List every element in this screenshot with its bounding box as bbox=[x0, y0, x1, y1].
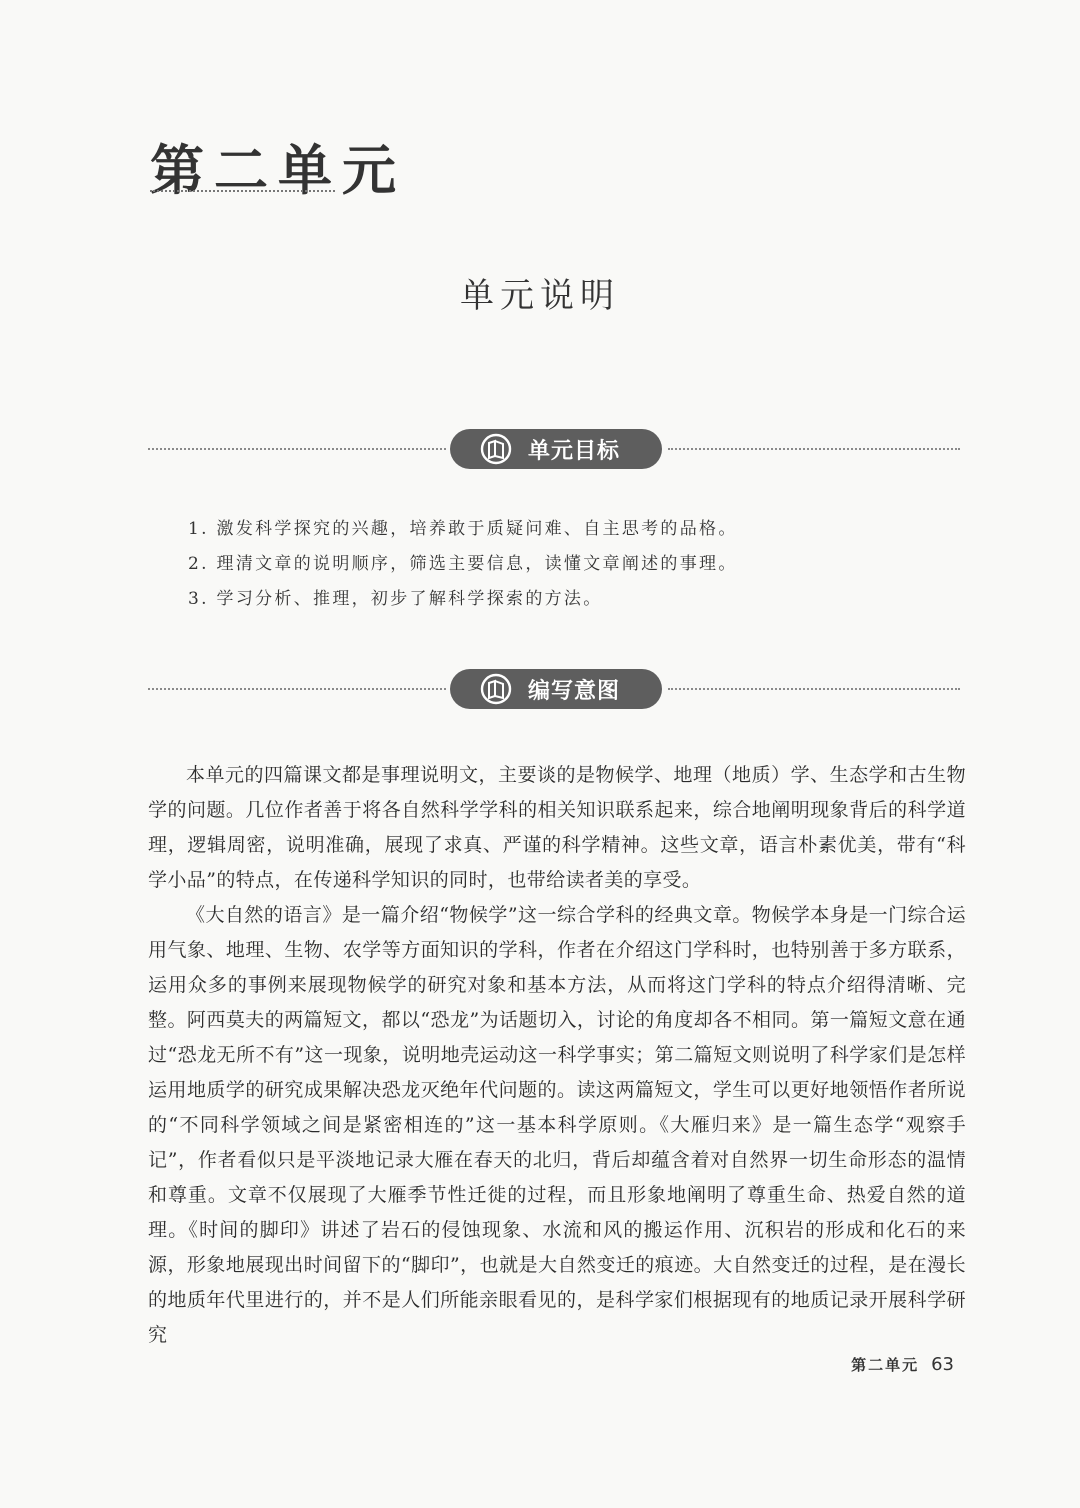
paragraph: 《大自然的语言》是一篇介绍“物候学”这一综合学科的经典文章。物候学本身是一门综合运用气象、地理、生物、农学等方面知识的学科，作者在介绍这门学科时，也特别善于多方联系，运用众多的事例来展现物候学的研究对象和基本方法，从而将这门学科的特点介绍得清晰、完整。阿西莫夫的两篇短文，都以“恐龙”为话题切入，讨论的角度却各不相同。第一篇短文意在通过“恐龙无所不有”这一现象，说明地壳运动这一科学事实；第二篇短文则说明了科学家们是怎样运用地质学的研究成果解决恐龙灭绝年代问题的。读这两篇短文，学生可以更好地领悟作者所说的“不同科学领域之间是紧密相连的”这一基本科学原则。《大雁归来》是一篇生态学“观察手记”，作者看似只是平淡地记录大雁在春天的北归，背后却蕴含着对自然界一切生命形态的温情和尊重。文章不仅展现了大雁季节性迁徙的过程，而且形象地阐明了尊重生命、热爱自然的道理。《时间的脚印》讲述了岩石的侵蚀现象、水流和风的搬运作用、沉积岩的形成和化石的来源，形象地展现出时间留下的“脚印”，也就是大自然变迁的痕迹。大自然变迁的过程，是在漫长的地质年代里进行的，并不是人们所能亲眼看见的，是科学家们根据现有的地质记录开展科学研究 bbox=[148, 904, 966, 1346]
section-header-intent bbox=[148, 669, 960, 709]
section-badge-intent bbox=[450, 669, 662, 709]
section-label-goals: 单元目标 bbox=[528, 439, 621, 464]
dotted-divider-right bbox=[668, 688, 960, 690]
dotted-divider-left bbox=[148, 688, 446, 690]
footer-unit-label: 第二单元 bbox=[851, 1356, 920, 1374]
section-badge-goals bbox=[450, 429, 662, 469]
intent-body bbox=[148, 758, 966, 1353]
section-label-intent: 编写意图 bbox=[528, 679, 621, 704]
page-number: 63 bbox=[931, 1354, 954, 1375]
dotted-divider-left bbox=[148, 448, 446, 450]
book-icon bbox=[480, 673, 512, 705]
dotted-divider-right bbox=[668, 448, 960, 450]
unit-title-underline bbox=[150, 190, 335, 192]
page-subtitle: 单元说明 bbox=[460, 276, 620, 316]
goal-item: 1. 激发科学探究的兴趣，培养敢于质疑问难、自主思考的品格。 bbox=[188, 519, 738, 539]
section-header-goals bbox=[148, 429, 960, 469]
unit-title: 第二单元 bbox=[150, 138, 406, 202]
goal-item: 2. 理清文章的说明顺序，筛选主要信息，读懂文章阐述的事理。 bbox=[188, 554, 738, 574]
goals-list bbox=[188, 512, 738, 617]
goal-item: 3. 学习分析、推理，初步了解科学探索的方法。 bbox=[188, 589, 603, 609]
page-footer bbox=[851, 1354, 954, 1375]
paragraph: 本单元的四篇课文都是事理说明文，主要谈的是物候学、地理（地质）学、生态学和古生物学的问题。几位作者善于将各自然科学学科的相关知识联系起来，综合地阐明现象背后的科学道理，逻辑周密，说明准确，展现了求真、严谨的科学精神。这些文章，语言朴素优美，带有“科学小品”的特点，在传递科学知识的同时，也带给读者美的享受。 bbox=[148, 764, 966, 891]
book-icon bbox=[480, 433, 512, 465]
